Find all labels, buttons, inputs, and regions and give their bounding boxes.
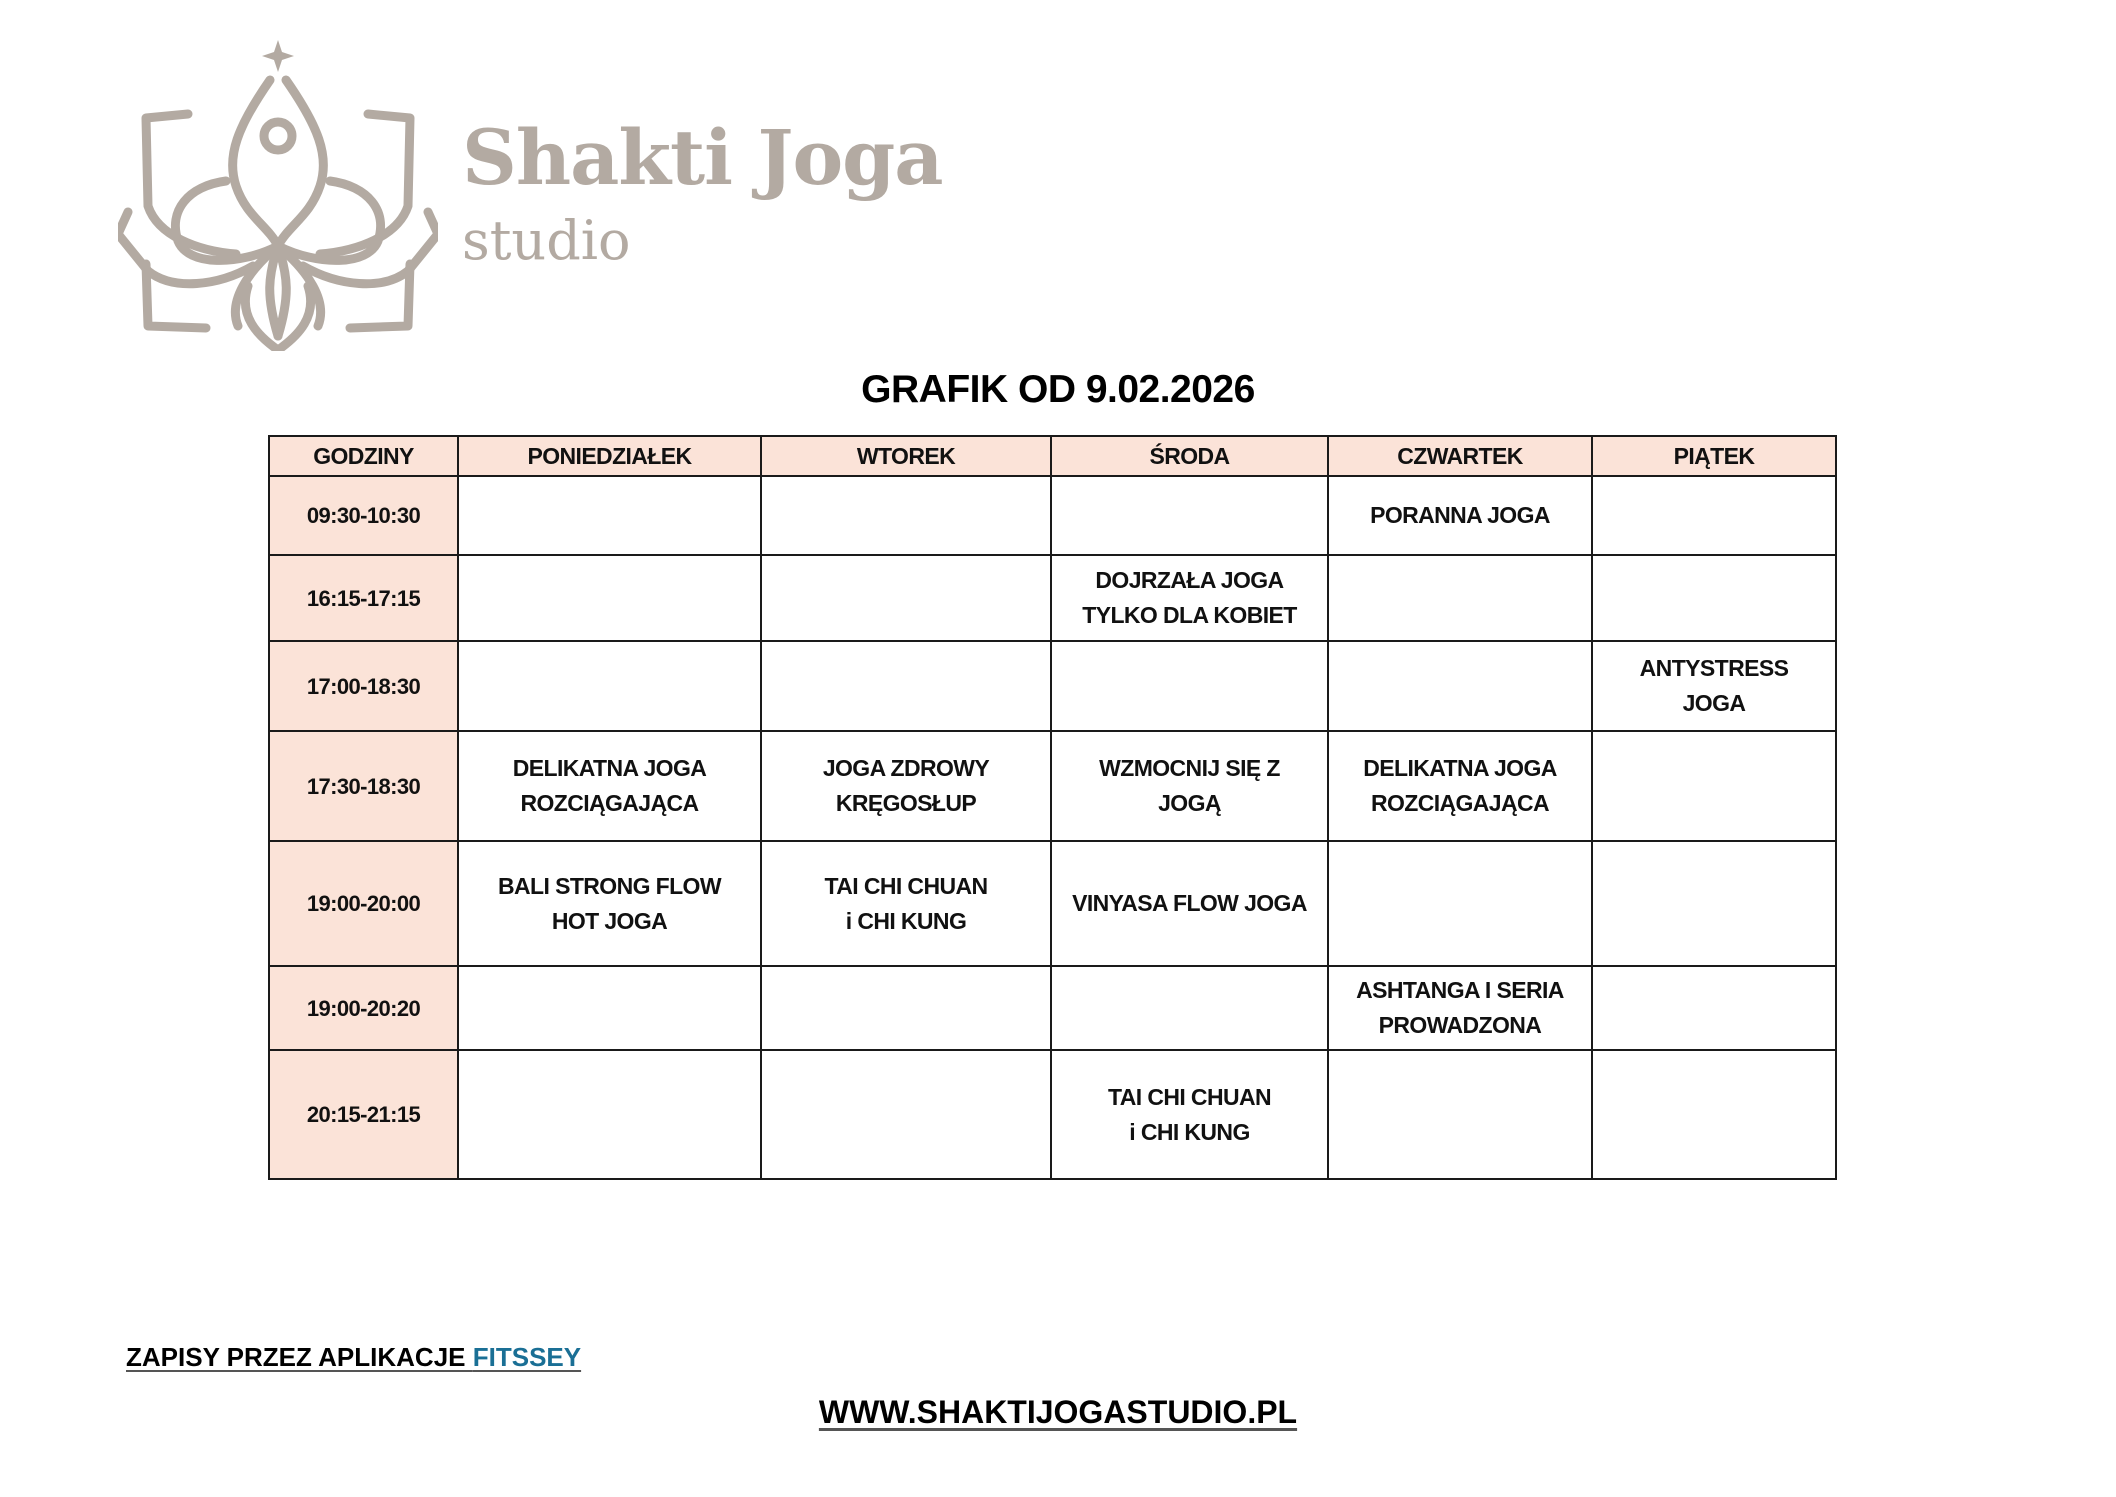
table-row bbox=[269, 555, 1836, 641]
class-name-line: HOT JOGA bbox=[551, 907, 668, 934]
brand-name: Shakti Joga bbox=[462, 113, 943, 202]
header-row bbox=[269, 436, 1836, 476]
signup-text: ZAPISY PRZEZ APLIKACJE bbox=[126, 1342, 473, 1372]
column-header-wednesday: ŚRODA bbox=[1051, 436, 1328, 476]
class-cell bbox=[1328, 731, 1592, 841]
class-name-line: i CHI KUNG bbox=[1129, 1118, 1250, 1145]
brand-subtitle: studio bbox=[462, 209, 631, 272]
empty-cell bbox=[1592, 841, 1836, 966]
time-slot: 17:30-18:30 bbox=[269, 731, 458, 841]
class-name-line: WZMOCNIJ SIĘ Z bbox=[1099, 755, 1280, 781]
time-slot: 17:00-18:30 bbox=[269, 641, 458, 731]
class-name-line: DOJRZAŁA JOGA bbox=[1095, 567, 1284, 593]
empty-cell bbox=[1592, 476, 1836, 555]
signup-note bbox=[126, 1342, 581, 1373]
class-name-line: JOGĄ bbox=[1158, 790, 1221, 816]
class-cell bbox=[1051, 841, 1328, 966]
page-title: GRAFIK OD 9.02.2026 bbox=[861, 368, 1255, 411]
class-cell bbox=[1592, 641, 1836, 731]
class-name-line: BALI STRONG FLOW bbox=[498, 872, 721, 899]
class-cell bbox=[458, 841, 761, 966]
class-name-line: ASHTANGA I SERIA bbox=[1356, 977, 1564, 1003]
class-cell bbox=[1051, 1050, 1328, 1179]
time-slot: 19:00-20:00 bbox=[269, 841, 458, 966]
empty-cell bbox=[761, 966, 1051, 1050]
empty-cell bbox=[1592, 731, 1836, 841]
class-cell bbox=[1328, 476, 1592, 555]
class-cell bbox=[458, 731, 761, 841]
empty-cell bbox=[1328, 555, 1592, 641]
empty-cell bbox=[1328, 641, 1592, 731]
empty-cell bbox=[458, 641, 761, 731]
empty-cell bbox=[1051, 966, 1328, 1050]
table-row bbox=[269, 476, 1836, 555]
column-header-hours: GODZINY bbox=[269, 436, 458, 476]
class-name-line: TYLKO DLA KOBIET bbox=[1082, 602, 1297, 628]
table-row bbox=[269, 966, 1836, 1050]
website-footer bbox=[0, 1394, 2116, 1431]
empty-cell bbox=[1592, 555, 1836, 641]
table-row bbox=[269, 1050, 1836, 1179]
class-name-line: ROZCIĄGAJĄCA bbox=[1370, 790, 1550, 816]
website-link[interactable]: WWW.SHAKTIJOGASTUDIO.PL bbox=[818, 1394, 1298, 1430]
class-name-line: DELIKATNA JOGA bbox=[512, 755, 707, 781]
class-name-line: ROZCIĄGAJĄCA bbox=[520, 790, 699, 816]
empty-cell bbox=[1328, 1050, 1592, 1179]
class-name-line: JOGA ZDROWY bbox=[822, 755, 990, 781]
column-header-friday: PIĄTEK bbox=[1592, 436, 1836, 476]
table-row bbox=[269, 641, 1836, 731]
class-name-line: PROWADZONA bbox=[1378, 1012, 1542, 1038]
class-cell bbox=[1328, 966, 1592, 1050]
schedule-table bbox=[268, 435, 1837, 1180]
table-row bbox=[269, 841, 1836, 966]
class-name-line: KRĘGOSŁUP bbox=[835, 790, 977, 816]
class-name-line: ANTYSTRESS bbox=[1639, 655, 1789, 681]
empty-cell bbox=[761, 555, 1051, 641]
empty-cell bbox=[458, 1050, 761, 1179]
empty-cell bbox=[458, 555, 761, 641]
empty-cell bbox=[761, 476, 1051, 555]
class-name-line: DELIKATNA JOGA bbox=[1363, 755, 1557, 781]
class-cell bbox=[1051, 731, 1328, 841]
table-row bbox=[269, 731, 1836, 841]
class-cell bbox=[761, 841, 1051, 966]
class-name-line: TAI CHI CHUAN bbox=[1108, 1083, 1271, 1110]
empty-cell bbox=[1328, 841, 1592, 966]
column-header-thursday: CZWARTEK bbox=[1328, 436, 1592, 476]
empty-cell bbox=[1592, 1050, 1836, 1179]
fitssey-link[interactable]: FITSSEY bbox=[472, 1342, 582, 1372]
time-slot: 09:30-10:30 bbox=[269, 476, 458, 555]
class-name-line: PORANNA JOGA bbox=[1370, 502, 1550, 528]
time-slot: 19:00-20:20 bbox=[269, 966, 458, 1050]
empty-cell bbox=[761, 641, 1051, 731]
class-name-line: TAI CHI CHUAN bbox=[824, 872, 988, 899]
time-slot: 20:15-21:15 bbox=[269, 1050, 458, 1179]
empty-cell bbox=[761, 1050, 1051, 1179]
empty-cell bbox=[1051, 476, 1328, 555]
class-name-line: i CHI KUNG bbox=[845, 907, 967, 934]
empty-cell bbox=[458, 966, 761, 1050]
class-cell bbox=[761, 731, 1051, 841]
empty-cell bbox=[1051, 641, 1328, 731]
empty-cell bbox=[458, 476, 761, 555]
column-header-tuesday: WTOREK bbox=[761, 436, 1051, 476]
class-name-line: JOGA bbox=[1682, 690, 1746, 716]
class-cell bbox=[1051, 555, 1328, 641]
column-header-monday: PONIEDZIAŁEK bbox=[458, 436, 761, 476]
lotus-yogi-icon bbox=[118, 36, 438, 351]
class-name-line: VINYASA FLOW JOGA bbox=[1072, 890, 1307, 916]
time-slot: 16:15-17:15 bbox=[269, 555, 458, 641]
empty-cell bbox=[1592, 966, 1836, 1050]
